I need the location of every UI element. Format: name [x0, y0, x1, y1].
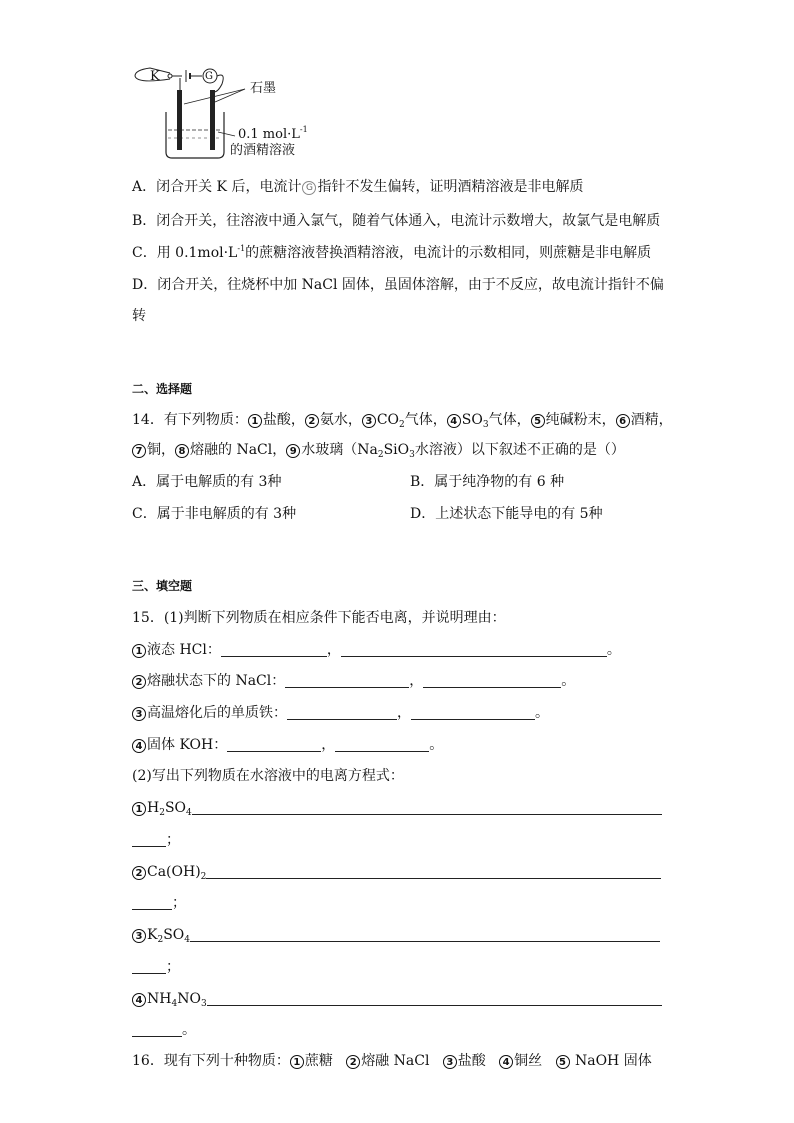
- q14-stem-line1: 14．有下列物质： 1 盐酸， 2 氨水， 3 $CO_2$气体， 4 $SO_3$气体， 5 纯碱粉末， 6 酒精，: [132, 412, 673, 430]
- q13-option-c: C．用 $0.1mol\cdot L^{-1}$的蔗糖溶液替换酒精溶液，电流计的示数相同，则蔗糖是非电解质: [132, 244, 652, 261]
- section-title-choice: 二、选择题: [132, 382, 193, 396]
- q13-option-d-line2: 转: [132, 308, 146, 324]
- answer-blank[interactable]: [341, 642, 607, 657]
- answer-blank[interactable]: [221, 642, 327, 657]
- galvanometer-label: G: [205, 71, 213, 82]
- q15-intro: 15．(1)判断下列物质在相应条件下能否电离，并说明理由：: [132, 610, 506, 626]
- answer-blank[interactable]: [335, 737, 429, 752]
- q13-option-d-line1: D．闭合开关，往烧杯中加 NaCl 固体，虽固体溶解，由于不反应，故电流计指针不偏: [132, 277, 664, 293]
- graphite-electrode-left: [177, 90, 182, 150]
- answer-blank[interactable]: [132, 895, 172, 910]
- answer-blank[interactable]: [287, 705, 397, 720]
- q15-eq-1: 1 $H_2SO_4$: [132, 799, 662, 817]
- q15-item-3: 3 高温熔化后的单质铁： ， 。: [132, 704, 549, 722]
- q15-part2: (2)写出下列物质在水溶液中的电离方程式：: [132, 768, 404, 784]
- q15-eq-1-end: ；: [132, 831, 180, 849]
- q13-option-b: B．闭合开关，往溶液中通入氯气，随着气体通入，电流计示数增大，故氯气是电解质: [132, 213, 661, 229]
- q15-eq-4-end: 。: [132, 1021, 196, 1039]
- q14-option-a: A．属于电解质的有 3种: [132, 474, 282, 490]
- leader-line: [218, 132, 235, 136]
- answer-blank[interactable]: [206, 864, 661, 879]
- switch-label: K: [150, 69, 160, 84]
- solution-label: 的酒精溶液: [230, 143, 296, 158]
- graphite-electrode-right: [210, 90, 215, 150]
- answer-blank[interactable]: [207, 991, 662, 1006]
- answer-blank[interactable]: [192, 800, 662, 815]
- q15-eq-3: 3 $K_2SO_4$: [132, 926, 660, 944]
- switch-contact: [168, 74, 172, 78]
- answer-blank[interactable]: [190, 927, 660, 942]
- q14-option-d: D．上述状态下能导电的有 5种: [410, 506, 603, 522]
- answer-blank[interactable]: [411, 705, 535, 720]
- answer-blank[interactable]: [285, 673, 409, 688]
- q15-eq-4: 4 $NH_4NO_3$: [132, 990, 662, 1008]
- electrode-label: 石墨: [250, 81, 277, 96]
- q15-eq-2: 2 $Ca(OH)_2$: [132, 863, 661, 881]
- galvanometer-icon: G: [302, 181, 316, 195]
- q15-item-2: 2 熔融状态下的 NaCl： ， 。: [132, 672, 575, 690]
- q14-stem-line2: 7 铜， 8 熔融的 NaCl， 9 水玻璃（$Na_2SiO_3$水溶液）以下叙述不正确的是（）: [132, 441, 625, 459]
- concentration-label: 0.1 $mol\cdot L^{-1}$: [238, 125, 308, 142]
- q14-option-c: C．属于非电解质的有 3种: [132, 506, 297, 522]
- answer-blank[interactable]: [423, 673, 561, 688]
- beaker: [166, 112, 224, 158]
- answer-blank[interactable]: [132, 959, 166, 974]
- section-title-fill: 三、填空题: [132, 579, 193, 593]
- answer-blank[interactable]: [132, 832, 166, 847]
- q15-eq-2-end: ；: [132, 894, 186, 912]
- q16-stem: 16．现有下列十种物质： 1 蔗糖 2 熔融 NaCl 3 盐酸 4 铜丝 5 NaOH 固体: [132, 1053, 652, 1069]
- answer-blank[interactable]: [132, 1022, 182, 1037]
- answer-blank[interactable]: [227, 737, 321, 752]
- q13-option-a: A．闭合开关 K 后，电流计 G 指针不发生偏转，证明酒精溶液是非电解质: [132, 179, 584, 195]
- q15-eq-3-end: ；: [132, 958, 180, 976]
- q15-item-1: 1 液态 HCl： ， 。: [132, 641, 621, 659]
- q15-item-4: 4 固体 KOH： ， 。: [132, 736, 443, 754]
- q14-option-b: B．属于纯净物的有 6 种: [410, 474, 565, 490]
